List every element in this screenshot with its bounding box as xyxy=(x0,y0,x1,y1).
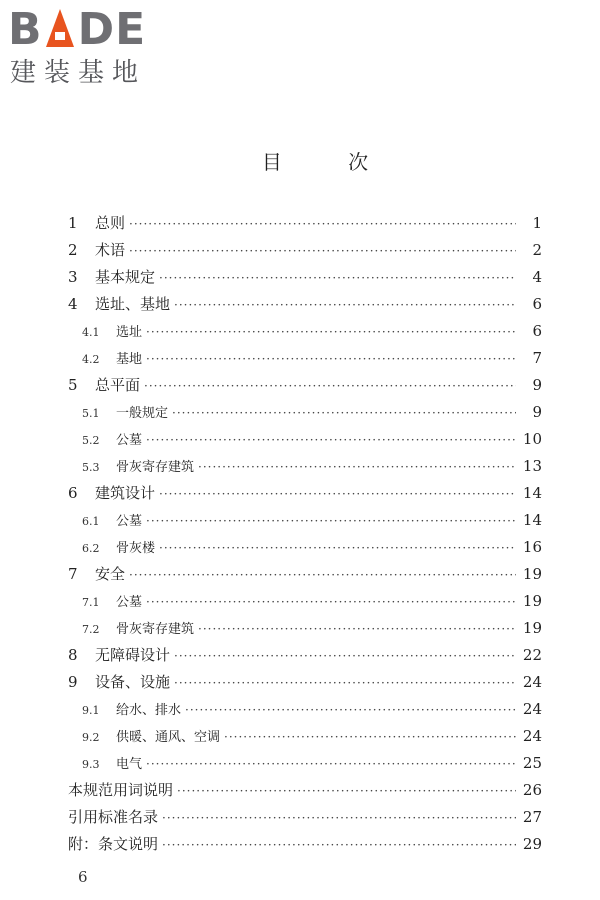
toc-entry-number: 4 xyxy=(68,295,78,313)
toc-entry-title: 给水、排水 xyxy=(116,703,182,718)
toc-entry-page: 16 xyxy=(522,538,542,556)
toc-entry-number: 5.3 xyxy=(82,461,100,474)
toc-entry-page: 19 xyxy=(522,592,542,610)
toc-dot-leader xyxy=(159,535,516,562)
toc-entry-number: 3 xyxy=(68,268,78,286)
toc-entry-page: 24 xyxy=(522,700,542,718)
toc-entry-title: 附：条文说明 xyxy=(68,835,159,853)
logo-a-triangle-icon xyxy=(43,6,78,54)
toc-entry[interactable] xyxy=(68,453,542,480)
toc-entry[interactable] xyxy=(68,318,542,345)
toc-entry-page: 26 xyxy=(522,781,542,799)
toc-entry-page: 1 xyxy=(532,214,542,232)
toc-dot-leader xyxy=(162,805,516,832)
toc-dot-leader xyxy=(224,724,516,751)
toc-entry-page: 24 xyxy=(522,727,542,745)
toc-entry-title: 设备、设施 xyxy=(95,673,171,691)
table-of-contents xyxy=(68,210,542,858)
toc-entry[interactable] xyxy=(68,561,542,588)
toc-dot-leader xyxy=(162,832,516,859)
toc-entry-number: 7.2 xyxy=(82,623,100,636)
toc-entry-title: 一般规定 xyxy=(116,406,169,421)
toc-entry-title: 建筑设计 xyxy=(95,484,156,502)
toc-entry-title: 安全 xyxy=(95,565,126,583)
toc-entry-title: 基地 xyxy=(116,352,143,367)
toc-entry-number: 7.1 xyxy=(82,596,100,609)
toc-entry[interactable] xyxy=(68,507,542,534)
toc-entry-title: 术语 xyxy=(95,241,126,259)
toc-dot-leader xyxy=(129,211,516,238)
toc-entry[interactable] xyxy=(68,264,542,291)
logo-wordmark-de: DE xyxy=(77,4,147,55)
toc-entry-number: 9.3 xyxy=(82,758,100,771)
toc-entry-page: 9 xyxy=(532,376,542,394)
toc-entry-page: 19 xyxy=(522,565,542,583)
toc-entry-number: 9.1 xyxy=(82,704,100,717)
toc-dot-leader xyxy=(146,589,516,616)
toc-entry-page: 7 xyxy=(532,349,542,367)
toc-dot-leader xyxy=(174,643,516,670)
toc-dot-leader xyxy=(174,670,516,697)
toc-entry-page: 14 xyxy=(522,511,542,529)
toc-entry-number: 5.1 xyxy=(82,407,100,420)
toc-entry-page: 22 xyxy=(522,646,542,664)
toc-entry-number: 2 xyxy=(68,241,78,259)
toc-dot-leader xyxy=(172,400,516,427)
toc-entry-page: 25 xyxy=(522,754,542,772)
toc-entry-page: 24 xyxy=(522,673,542,691)
toc-entry[interactable] xyxy=(68,669,542,696)
toc-entry-title: 供暖、通风、空调 xyxy=(116,730,221,745)
toc-dot-leader xyxy=(174,292,516,319)
toc-entry-title: 基本规定 xyxy=(95,268,156,286)
logo-wordmark-b: B xyxy=(8,4,43,55)
toc-entry-title: 总则 xyxy=(95,214,126,232)
toc-entry-page: 6 xyxy=(532,295,542,313)
toc-entry[interactable] xyxy=(68,399,542,426)
toc-dot-leader xyxy=(159,481,516,508)
toc-entry-page: 4 xyxy=(532,268,542,286)
toc-entry-title: 公墓 xyxy=(116,514,143,529)
toc-entry[interactable] xyxy=(68,372,542,399)
toc-entry-number: 6.1 xyxy=(82,515,100,528)
toc-entry-title: 公墓 xyxy=(116,433,143,448)
toc-dot-leader xyxy=(198,616,516,643)
toc-entry-title: 骨灰寄存建筑 xyxy=(116,460,195,475)
toc-entry-number: 1 xyxy=(68,214,78,232)
toc-entry-page: 13 xyxy=(522,457,542,475)
toc-entry[interactable] xyxy=(68,534,542,561)
toc-entry[interactable] xyxy=(68,831,542,858)
toc-entry-number: 4.1 xyxy=(82,326,100,339)
page-number: 6 xyxy=(78,868,88,886)
toc-entry-page: 27 xyxy=(522,808,542,826)
toc-entry-number: 6 xyxy=(68,484,78,502)
toc-entry-number: 7 xyxy=(68,565,78,583)
toc-entry-number: 8 xyxy=(68,646,78,664)
toc-entry-page: 9 xyxy=(532,403,542,421)
toc-dot-leader xyxy=(146,508,516,535)
toc-entry-title: 公墓 xyxy=(116,595,143,610)
toc-entry[interactable] xyxy=(68,804,542,831)
toc-title: 目 次 xyxy=(261,150,399,174)
toc-dot-leader xyxy=(144,373,516,400)
toc-entry-number: 5 xyxy=(68,376,78,394)
toc-entry-title: 电气 xyxy=(116,757,143,772)
toc-entry[interactable] xyxy=(68,426,542,453)
toc-entry-title: 本规范用词说明 xyxy=(68,781,174,799)
toc-entry-number: 6.2 xyxy=(82,542,100,555)
toc-entry-title: 选址、基地 xyxy=(95,295,171,313)
toc-dot-leader xyxy=(198,454,516,481)
toc-entry-title: 总平面 xyxy=(95,376,141,394)
toc-dot-leader xyxy=(129,562,516,589)
toc-dot-leader xyxy=(159,265,516,292)
toc-entry-number: 9.2 xyxy=(82,731,100,744)
toc-entry[interactable] xyxy=(68,777,542,804)
toc-entry-title: 引用标准名录 xyxy=(68,808,159,826)
toc-dot-leader xyxy=(185,697,516,724)
toc-entry-page: 19 xyxy=(522,619,542,637)
logo-wordmark xyxy=(8,6,146,54)
toc-dot-leader xyxy=(146,751,516,778)
toc-entry-page: 6 xyxy=(532,322,542,340)
toc-entry[interactable] xyxy=(68,237,542,264)
toc-entry-title: 选址 xyxy=(116,325,143,340)
toc-entry[interactable] xyxy=(68,750,542,777)
toc-entry-page: 29 xyxy=(522,835,542,853)
toc-entry-page: 14 xyxy=(522,484,542,502)
toc-entry-page: 2 xyxy=(532,241,542,259)
toc-entry[interactable] xyxy=(68,642,542,669)
toc-dot-leader xyxy=(177,778,516,805)
logo-subtitle: 建装基地 xyxy=(10,58,147,88)
toc-entry[interactable] xyxy=(68,588,542,615)
toc-entry[interactable] xyxy=(68,723,542,750)
toc-entry-page: 10 xyxy=(522,430,542,448)
toc-entry[interactable] xyxy=(68,210,542,237)
toc-entry[interactable] xyxy=(68,480,542,507)
bade-logo xyxy=(8,6,178,90)
toc-dot-leader xyxy=(129,238,516,265)
toc-dot-leader xyxy=(146,427,516,454)
toc-entry[interactable] xyxy=(68,615,542,642)
toc-entry-number: 5.2 xyxy=(82,434,100,447)
toc-entry[interactable] xyxy=(68,291,542,318)
toc-entry-number: 4.2 xyxy=(82,353,100,366)
toc-entry-title: 无障碍设计 xyxy=(95,646,171,664)
toc-dot-leader xyxy=(146,346,516,373)
toc-entry[interactable] xyxy=(68,696,542,723)
toc-dot-leader xyxy=(146,319,516,346)
toc-entry-title: 骨灰寄存建筑 xyxy=(116,622,195,637)
toc-entry-number: 9 xyxy=(68,673,78,691)
toc-entry-title: 骨灰楼 xyxy=(116,541,156,556)
toc-entry[interactable] xyxy=(68,345,542,372)
